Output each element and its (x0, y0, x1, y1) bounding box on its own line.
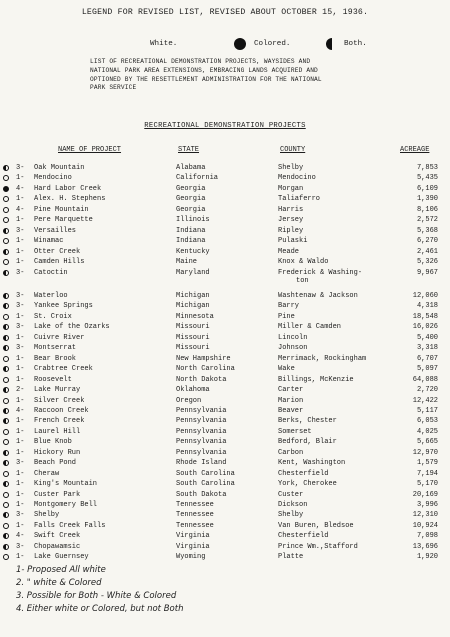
white-marker-icon (3, 238, 9, 244)
white-marker-icon (3, 356, 9, 362)
project-acreage: 1,579 (416, 459, 438, 468)
table-row (0, 542, 450, 552)
project-state: New Hampshire (176, 354, 231, 363)
table-row (0, 333, 450, 343)
white-marker-icon (3, 492, 9, 498)
project-county: Pulaski (278, 237, 308, 246)
table-row (0, 479, 450, 489)
project-state: Michigan (176, 292, 210, 300)
table-row (0, 385, 450, 395)
table-row (0, 490, 450, 500)
category-number: 4- (16, 406, 25, 415)
project-county: Mendocino (278, 174, 316, 183)
category-number: 1- (16, 312, 25, 321)
project-acreage: 1,390 (416, 195, 438, 204)
project-county: Meade (278, 247, 300, 256)
project-county: Shelby (278, 164, 304, 172)
project-state: Georgia (176, 184, 206, 193)
category-number: 3- (16, 302, 25, 311)
project-state: Pennsylvania (176, 438, 227, 447)
project-county: Prince Wm.,Stafford (278, 542, 358, 551)
project-acreage: 4,318 (416, 302, 438, 311)
project-state: Missouri (176, 323, 210, 332)
project-name: Montgomery Bell (34, 501, 98, 509)
project-name: Swift Creek (34, 532, 81, 541)
project-county: Beaver (278, 406, 304, 415)
white-marker-icon (3, 471, 9, 477)
intro-line: OPTIONED BY THE RESETTLEMENT ADMINISTRATION FOR THE NATIONAL (90, 75, 322, 83)
project-name: Winamac (34, 237, 64, 246)
category-number: 1- (16, 216, 25, 225)
both-marker-icon (3, 165, 9, 171)
project-name: Crabtree Creek (34, 365, 93, 374)
category-number: 1- (16, 490, 25, 499)
intro-line: PARK SERVICE (90, 84, 137, 92)
project-acreage: 10,924 (412, 521, 438, 530)
table-row (0, 343, 450, 353)
project-acreage: 5,097 (416, 365, 438, 374)
both-marker-icon (3, 387, 9, 393)
category-number: 4- (16, 184, 25, 193)
project-acreage: 6,707 (416, 354, 438, 363)
project-acreage: 8,106 (416, 205, 438, 214)
both-marker-icon (3, 408, 9, 414)
project-state: Tennessee (176, 511, 214, 520)
project-name: Cheraw (34, 469, 60, 478)
white-marker-icon (3, 523, 9, 529)
category-number: 1- (16, 427, 25, 436)
project-county: Marion (278, 396, 304, 405)
project-state: Kentucky (176, 247, 210, 256)
project-state: Indiana (176, 226, 206, 235)
table-row (0, 500, 450, 510)
white-marker-icon (3, 439, 9, 445)
white-marker-icon (3, 377, 9, 383)
project-acreage: 2,720 (416, 386, 438, 395)
both-marker-icon (3, 324, 9, 330)
project-name: Otter Creek (34, 247, 81, 256)
project-county: Berks, Chester (278, 417, 337, 426)
project-name: French Creek (34, 417, 85, 426)
header-county: COUNTY (280, 146, 306, 154)
category-number: 3- (16, 459, 25, 468)
table-row (0, 521, 450, 531)
project-name: Camden Hills (34, 258, 85, 267)
table-row (0, 236, 450, 246)
table-row (0, 268, 450, 278)
white-marker-icon (3, 502, 9, 508)
table-row (0, 291, 450, 301)
project-acreage: 5,326 (416, 258, 438, 267)
both-marker-icon (3, 303, 9, 309)
category-number: 1- (16, 438, 25, 447)
project-name: Falls Creek Falls (34, 521, 106, 530)
section-title: RECREATIONAL DEMONSTRATION PROJECTS (144, 122, 306, 130)
intro-line: LIST OF RECREATIONAL DEMONSTRATION PROJECTS, WAYSIDES AND (90, 58, 311, 65)
project-name: Yankee Springs (34, 302, 93, 311)
project-state: Virginia (176, 532, 210, 541)
project-name: Lake Guernsey (34, 553, 89, 562)
project-name: Montserrat (34, 344, 77, 353)
project-acreage: 12,310 (412, 511, 438, 520)
note-line: 2. " white & Colored (16, 578, 102, 588)
table-row (0, 552, 450, 562)
both-marker-icon (3, 481, 9, 487)
project-acreage: 18,548 (412, 312, 438, 321)
table-row (0, 322, 450, 332)
category-number: 1- (16, 247, 25, 256)
project-state: North Dakota (176, 375, 227, 384)
project-acreage: 5,117 (416, 406, 438, 415)
table-row (0, 301, 450, 311)
table-row (0, 469, 450, 479)
table-row (0, 375, 450, 385)
legend-both-label: Both. (344, 40, 367, 48)
project-county: Custer (278, 490, 304, 499)
white-marker-icon (3, 259, 9, 265)
project-name: Pere Marquette (34, 216, 93, 225)
project-county: Washtenaw & Jackson (278, 292, 358, 300)
category-number: 3- (16, 542, 25, 551)
category-number: 3- (16, 323, 25, 332)
white-marker-icon (3, 196, 9, 202)
category-number: 1- (16, 521, 25, 530)
project-acreage: 13,696 (412, 542, 438, 551)
both-marker-icon (3, 418, 9, 424)
project-acreage: 20,169 (412, 490, 438, 499)
project-name: Lake of the Ozarks (34, 323, 110, 332)
project-state: Maryland (176, 268, 210, 277)
table-row (0, 427, 450, 437)
project-acreage: 6,053 (416, 417, 438, 426)
category-number: 3- (16, 164, 25, 172)
category-number: 1- (16, 354, 25, 363)
project-state: Pennsylvania (176, 427, 227, 436)
project-state: Indiana (176, 237, 206, 246)
project-acreage: 5,400 (416, 333, 438, 342)
project-acreage: 2,461 (416, 247, 438, 256)
project-state: North Carolina (176, 365, 235, 374)
both-marker-icon (3, 544, 9, 550)
project-name: Mendocino (34, 174, 72, 183)
project-state: Maine (176, 258, 198, 267)
project-county: Taliaferro (278, 195, 321, 204)
project-acreage: 7,098 (416, 532, 438, 541)
category-number: 1- (16, 417, 25, 426)
project-name: King's Mountain (34, 480, 98, 489)
project-name: Versailles (34, 226, 77, 235)
project-county-continued: ton (296, 277, 309, 285)
project-acreage: 12,970 (412, 448, 438, 457)
table-row (0, 396, 450, 406)
project-county: York, Cherokee (278, 480, 337, 489)
project-state: Pennsylvania (176, 417, 227, 426)
table-row (0, 163, 450, 173)
intro-text (90, 58, 410, 93)
project-acreage: 12,060 (412, 292, 438, 300)
project-county: Carter (278, 386, 304, 395)
white-marker-icon (3, 175, 9, 181)
white-marker-icon (3, 429, 9, 435)
project-acreage: 5,665 (416, 438, 438, 447)
project-state: South Dakota (176, 490, 227, 499)
table-row (0, 184, 450, 194)
project-acreage: 1,920 (416, 553, 438, 562)
project-state: Missouri (176, 333, 210, 342)
project-state: Alabama (176, 164, 206, 172)
table-row (0, 510, 450, 520)
header-state: STATE (178, 146, 200, 154)
table-row (0, 364, 450, 374)
project-county: Kent, Washington (278, 459, 346, 468)
project-state: Tennessee (176, 501, 214, 509)
table-row (0, 354, 450, 364)
project-acreage: 4,025 (416, 427, 438, 436)
project-state: Missouri (176, 344, 210, 353)
both-marker-icon (3, 249, 9, 255)
legend-white-label: White. (150, 40, 178, 48)
project-name: Waterloo (34, 292, 68, 300)
category-number: 3- (16, 292, 25, 300)
project-county: Billings, McKenzie (278, 375, 354, 384)
handwritten-notes (16, 564, 436, 616)
table-row (0, 437, 450, 447)
table-row (0, 531, 450, 541)
project-county: Dickson (278, 501, 308, 509)
category-number: 3- (16, 511, 25, 520)
project-state: California (176, 174, 219, 183)
project-county: Morgan (278, 184, 304, 193)
category-number: 4- (16, 205, 25, 214)
project-county: Miller & Camden (278, 323, 342, 332)
project-county: Wake (278, 365, 295, 374)
both-marker-icon (3, 450, 9, 456)
project-acreage: 7,853 (416, 164, 438, 172)
project-name: Chopawamsic (34, 542, 81, 551)
table-row (0, 205, 450, 215)
both-marker-icon (3, 512, 9, 518)
project-county: Harris (278, 205, 304, 214)
project-name: Cuivre River (34, 333, 85, 342)
legend-title: LEGEND FOR REVISED LIST, REVISED ABOUT OCTOBER 15, 1936. (81, 8, 369, 17)
header-name: NAME OF PROJECT (58, 146, 122, 154)
note-line: 4. Either white or Colored, but not Both (16, 604, 184, 614)
project-acreage: 3,996 (416, 501, 438, 509)
category-number: 1- (16, 448, 25, 457)
note-line: 1- Proposed All white (16, 565, 106, 575)
project-state: South Carolina (176, 469, 235, 478)
project-county: Pine (278, 312, 295, 321)
project-name: Silver Creek (34, 396, 85, 405)
project-acreage: 2,572 (416, 216, 438, 225)
project-acreage: 7,194 (416, 469, 438, 478)
project-acreage: 5,368 (416, 226, 438, 235)
project-county: Jersey (278, 216, 304, 225)
category-number: 1- (16, 365, 25, 374)
project-state: Georgia (176, 205, 206, 214)
project-county: Van Buren, Bledsoe (278, 521, 354, 530)
category-number: 2- (16, 386, 25, 395)
category-number: 1- (16, 237, 25, 246)
project-name: Bear Brook (34, 354, 77, 363)
project-acreage: 6,270 (416, 237, 438, 246)
project-name: Laurel Hill (34, 427, 81, 436)
project-acreage: 5,170 (416, 480, 438, 489)
project-county: Shelby (278, 511, 304, 520)
project-state: Georgia (176, 195, 206, 204)
project-name: Blue Knob (34, 438, 72, 447)
colored-marker-icon (234, 38, 246, 50)
legend-row (0, 38, 450, 52)
both-marker-icon (3, 460, 9, 466)
category-number: 1- (16, 480, 25, 489)
category-number: 1- (16, 333, 25, 342)
category-number: 1- (16, 553, 25, 562)
table-row (0, 194, 450, 204)
category-number: 3- (16, 344, 25, 353)
project-state: Pennsylvania (176, 406, 227, 415)
project-name: Shelby (34, 511, 60, 520)
legend-colored-label: Colored. (254, 40, 291, 48)
note-line: 3. Possible for Both - White & Colored (16, 591, 177, 601)
project-county: Platte (278, 553, 304, 562)
project-name: Pine Mountain (34, 205, 89, 214)
project-state: Minnesota (176, 312, 214, 321)
table-row (0, 458, 450, 468)
project-county: Carbon (278, 448, 304, 457)
category-number: 1- (16, 375, 25, 384)
project-state: Oregon (176, 396, 202, 405)
category-number: 1- (16, 396, 25, 405)
project-state: Tennessee (176, 521, 214, 530)
project-name: Lake Murray (34, 386, 81, 395)
category-number: 1- (16, 469, 25, 478)
both-marker-icon (326, 38, 338, 50)
project-name: Hard Labor Creek (34, 184, 102, 193)
project-state: Wyoming (176, 553, 206, 562)
project-county: Somerset (278, 427, 312, 436)
table-row (0, 247, 450, 257)
project-name: St. Croix (34, 312, 72, 321)
category-number: 1- (16, 195, 25, 204)
both-marker-icon (3, 293, 9, 299)
project-state: Pennsylvania (176, 448, 227, 457)
both-marker-icon (3, 228, 9, 234)
category-number: 3- (16, 226, 25, 235)
category-number: 1- (16, 174, 25, 183)
project-county: Ripley (278, 226, 304, 235)
project-county: Knox & Waldo (278, 258, 329, 267)
project-acreage: 9,967 (416, 268, 438, 277)
both-marker-icon (3, 345, 9, 351)
project-county: Chesterfield (278, 469, 329, 478)
white-marker-icon (3, 217, 9, 223)
project-county: Johnson (278, 344, 308, 353)
project-name: Custer Park (34, 490, 81, 499)
project-county: Bedford, Blair (278, 438, 337, 447)
project-county: Barry (278, 302, 300, 311)
table-row (0, 257, 450, 267)
project-acreage: 5,435 (416, 174, 438, 183)
category-number: 1- (16, 258, 25, 267)
project-state: South Carolina (176, 480, 235, 489)
table-row (0, 312, 450, 322)
project-acreage: 6,109 (416, 184, 438, 193)
intro-line: NATIONAL PARK AREA EXTENSIONS, EMBRACING LANDS ACQUIRED AND (90, 66, 318, 74)
project-state: Rhode Island (176, 459, 227, 468)
project-name: Oak Mountain (34, 164, 85, 172)
project-state: Oklahoma (176, 386, 210, 395)
table-row (0, 448, 450, 458)
category-number: 1- (16, 501, 25, 509)
table-row (0, 406, 450, 416)
project-name: Raccoon Creek (34, 406, 89, 415)
category-number: 3- (16, 268, 25, 277)
project-name: Catoctin (34, 268, 68, 277)
project-name: Beach Pond (34, 459, 77, 468)
table-row (0, 226, 450, 236)
table-row (0, 215, 450, 225)
table-row (0, 173, 450, 183)
project-acreage: 16,026 (412, 323, 438, 332)
project-acreage: 3,318 (416, 344, 438, 353)
white-marker-icon (3, 207, 9, 213)
project-name: Roosevelt (34, 375, 72, 384)
project-county: Merrimack, Rockingham (278, 354, 367, 363)
white-marker-icon (3, 398, 9, 404)
table-row (0, 416, 450, 426)
project-name: Hickory Run (34, 448, 81, 457)
both-marker-icon (3, 366, 9, 372)
both-marker-icon (3, 335, 9, 341)
project-acreage: 12,422 (412, 396, 438, 405)
project-acreage: 64,088 (412, 375, 438, 384)
both-marker-icon (3, 270, 9, 276)
white-marker-icon (3, 554, 9, 560)
both-marker-icon (3, 533, 9, 539)
project-state: Michigan (176, 302, 210, 311)
project-state: Virginia (176, 542, 210, 551)
project-name: Alex. H. Stephens (34, 195, 106, 204)
colored-marker-icon (3, 186, 9, 192)
header-acreage: ACREAGE (400, 146, 430, 154)
project-county: Lincoln (278, 333, 308, 342)
project-county: Chesterfield (278, 532, 329, 541)
project-state: Illinois (176, 216, 210, 225)
project-county: Frederick & Washing- (278, 268, 363, 277)
category-number: 4- (16, 532, 25, 541)
white-marker-icon (3, 314, 9, 320)
